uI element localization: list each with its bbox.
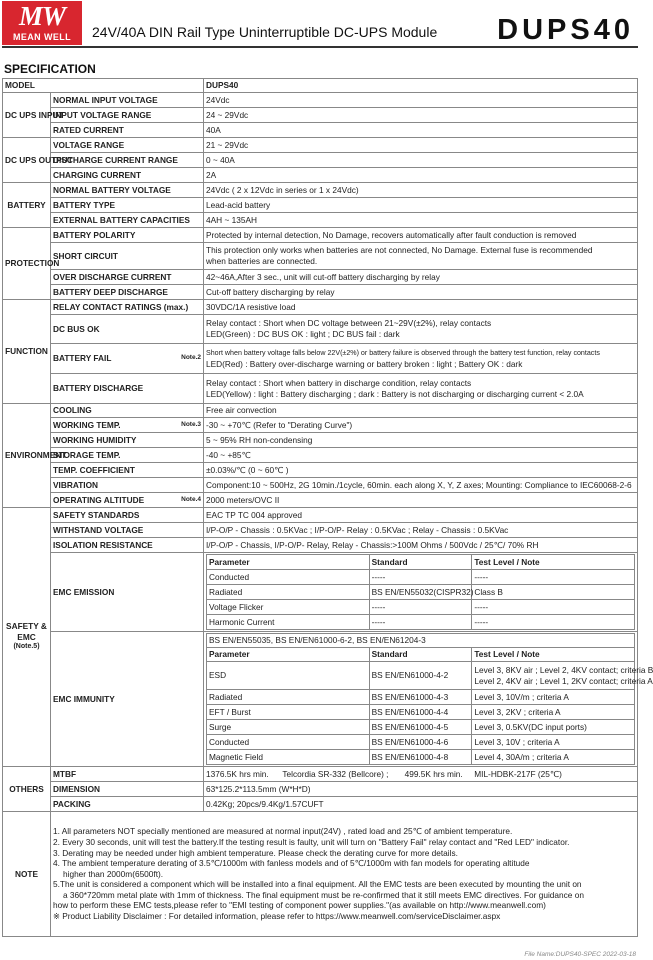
category-battery: BATTERY [3,183,51,228]
spec-table [2,78,653,937]
column-header: Parameter [207,648,370,662]
spec-label: PACKING [51,797,204,812]
table-cell: ----- [472,570,635,585]
spec-label: OVER DISCHARGE CURRENT [51,270,204,285]
spec-label-text: OPERATING ALTITUDE [53,494,145,505]
category-function: FUNCTION [3,300,51,404]
spec-value: 21 ~ 29Vdc [204,138,638,153]
model-value: DUPS40 [204,79,638,93]
table-row [3,243,638,270]
spec-label: BATTERY DISCHARGE [51,374,204,404]
spec-label: VOLTAGE RANGE [51,138,204,153]
table-row [3,168,638,183]
table-row [3,270,638,285]
table-row [207,600,635,615]
table-row [3,138,638,153]
meanwell-logo [2,1,82,45]
table-cell: BS EN/EN61000-4-5 [369,720,472,735]
table-row [3,797,638,812]
note-line: ※ Product Liability Disclaimer : For detailed information, please refer to https://www.meanwell.com/serviceDisclaimer.aspx [53,911,501,922]
spec-label: SAFETY STANDARDS [51,508,204,523]
note-line: a 360*720mm metal plate with 1mm of thickness. The final equipment must be re-confirmed that it still meets EMC directives. For guidance on [63,889,584,900]
table-cell [472,662,653,690]
cell-line: Level 2, 4KV air ; Level 1, 2KV contact; criteria A [474,675,653,686]
column-header: Test Level / Note [472,648,635,662]
table-row [3,538,638,553]
note-ref: Note.3 [181,420,201,428]
category-environment: ENVIRONMENT [3,404,51,508]
table-row [3,108,638,123]
table-row [3,153,638,168]
category-note: (Note.5) [13,643,40,651]
spec-label-text: BATTERY FAIL [53,353,112,364]
table-row [3,433,638,448]
table-cell: ----- [472,615,635,630]
table-cell: ----- [369,615,472,630]
header-divider [2,46,638,48]
table-cell: Voltage Flicker [207,600,370,615]
spec-value [204,344,638,374]
table-cell: Conducted [207,570,370,585]
spec-value [204,374,638,404]
category-others: OTHERS [3,767,51,812]
table-cell: Level 4, 30A/m ; criteria A [472,750,635,765]
cell-line: Level 3, 8KV air ; Level 2, 4KV contact; criteria B [474,664,653,675]
spec-value-line: This protection only works when batteries are not connected, No Damage. External fuse is recommended [206,245,593,256]
table-cell: ESD [207,662,370,690]
table-row [207,735,635,750]
table-cell: Level 3, 10V ; criteria A [472,735,635,750]
table-cell: ----- [369,570,472,585]
spec-value: 30VDC/1A resistive load [204,300,638,315]
note-line: how to perform these EMC tests,please refer to "EMI testing of component power supplies."(as available on http://www.meanwell.com) [53,900,546,911]
table-row [3,812,638,937]
table-row [3,418,638,433]
spec-value: 42~46A,After 3 sec., unit will cut-off battery discharging by relay [204,270,638,285]
spec-value: 63*125.2*113.5mm (W*H*D) [204,782,638,797]
table-row [207,750,635,765]
table-row [3,404,638,418]
table-row [3,493,638,508]
spec-label: DISCHARGE CURRENT RANGE [51,153,204,168]
table-row [207,570,635,585]
logo-mark: MW [18,1,65,31]
spec-label: VIBRATION [51,478,204,493]
table-row [207,690,635,705]
spec-value: 1376.5K hrs min. Telcordia SR-332 (Bellcore) ; 499.5K hrs min. MIL-HDBK-217F (25℃) [204,767,638,782]
spec-value: I/P-O/P - Chassis : 0.5KVac ; I/P-O/P- Relay : 0.5KVac ; Relay - Chassis : 0.5KVac [204,523,638,538]
notes-block [51,812,638,937]
spec-label: BATTERY DEEP DISCHARGE [51,285,204,300]
table-cell: ----- [472,600,635,615]
table-cell: Radiated [207,585,370,600]
spec-value: EAC TP TC 004 approved [204,508,638,523]
category-label: SAFETY & [6,621,47,632]
immunity-table [206,633,653,765]
spec-label: DC BUS OK [51,315,204,344]
category-note: NOTE [3,812,51,937]
spec-label: TEMP. COEFFICIENT [51,463,204,478]
spec-label [51,418,204,433]
spec-value: 0.42Kg; 20pcs/9.4Kg/1.57CUFT [204,797,638,812]
table-row [3,374,638,404]
spec-label: COOLING [51,404,204,418]
spec-value-line: when batteries are connected. [206,256,318,266]
spec-label: BATTERY TYPE [51,198,204,213]
note-line: 3. Derating may be needed under high ambient temperature. Please check the derating curve for more details. [53,847,458,858]
table-cell: BS EN/EN61000-4-6 [369,735,472,750]
table-cell: BS EN/EN61000-4-2 [369,662,472,690]
spec-label: NORMAL BATTERY VOLTAGE [51,183,204,198]
spec-label-text: WORKING TEMP. [53,419,121,430]
table-row [207,705,635,720]
category-label: EMC [17,631,36,642]
table-row [3,93,638,108]
table-cell: Level 3, 10V/m ; criteria A [472,690,635,705]
table-row [3,478,638,493]
spec-label: WITHSTAND VOLTAGE [51,523,204,538]
spec-label: EXTERNAL BATTERY CAPACITIES [51,213,204,228]
note-line: 5.The unit is considered a component which will be installed into a final equipment. All the EMC tests are been executed by mounting the unit on [53,879,582,890]
spec-value: 24 ~ 29Vdc [204,108,638,123]
spec-value: 40A [204,123,638,138]
table-row [3,448,638,463]
table-cell: BS EN/EN61000-4-4 [369,705,472,720]
category-protection: PROTECTION [3,228,51,300]
emission-table-cell [204,553,638,632]
table-row [3,198,638,213]
table-row [207,662,635,690]
spec-value: 0 ~ 40A [204,153,638,168]
category-safety-emc [3,508,51,767]
spec-label: INPUT VOLTAGE RANGE [51,108,204,123]
column-header: Parameter [207,555,370,570]
spec-value: Protected by internal detection, No Damage, recovers automatically after fault conduction is removed [204,228,638,243]
spec-value-line: Relay contact : Short when DC voltage between 21~29V(±2%), relay contacts [206,318,492,329]
table-cell: BS EN/EN61000-4-8 [369,750,472,765]
table-row [3,463,638,478]
table-row [207,615,635,630]
spec-value: 24Vdc [204,93,638,108]
table-cell: BS EN/EN61000-4-3 [369,690,472,705]
spec-label: DIMENSION [51,782,204,797]
spec-label: EMC IMMUNITY [51,632,204,767]
spec-value-line: LED(Green) : DC BUS OK : light ; DC BUS fail : dark [206,329,400,339]
spec-label: MTBF [51,767,204,782]
spec-value-line: Short when battery voltage falls below 22V(±2%) or battery failure is observed through the battery test function, relay contacts [206,348,600,357]
spec-value: -30 ~ +70℃ (Refer to "Derating Curve") [204,418,638,433]
note-line: 1. All parameters NOT specially mentioned are measured at normal input(24V) , rated load and 25℃ of ambient temperature. [53,826,513,837]
spec-label: ISOLATION RESISTANCE [51,538,204,553]
spec-value [204,315,638,344]
spec-label: SHORT CIRCUIT [51,243,204,270]
document-title: 24V/40A DIN Rail Type Uninterruptible DC-UPS Module [92,24,438,40]
spec-value: Lead-acid battery [204,198,638,213]
note-line: higher than 2000m(6500ft). [63,868,164,879]
section-title: SPECIFICATION [4,62,96,76]
spec-label: CHARGING CURRENT [51,168,204,183]
spec-label: RATED CURRENT [51,123,204,138]
spec-value: -40 ~ +85℃ [204,448,638,463]
table-row [3,315,638,344]
table-row [3,553,638,632]
table-cell: EFT / Burst [207,705,370,720]
table-row [3,782,638,797]
spec-label: EMC EMISSION [51,553,204,632]
table-row [3,344,638,374]
spec-value-line: LED(Yellow) : light : Battery discharging ; dark : Battery is not discharging or discharging current < 2.0A [206,388,584,399]
spec-value: 24Vdc ( 2 x 12Vdc in series or 1 x 24Vdc) [204,183,638,198]
spec-label [51,493,204,508]
table-row [3,767,638,782]
table-cell: Surge [207,720,370,735]
spec-value: Free air convection [204,404,638,418]
category-dc-input: DC UPS INPUT [3,93,51,138]
note-line: 4. The ambient temperature derating of 3.5℃/1000m with fanless models and of 5℃/1000m with fan models for operating altitude [53,858,530,869]
table-row [207,634,635,648]
column-header: Standard [369,555,472,570]
note-ref: Note.4 [181,495,201,503]
note-ref: Note.2 [181,354,201,362]
spec-value: Cut-off battery discharging by relay [204,285,638,300]
table-cell: ----- [369,600,472,615]
note-line: 2. Every 30 seconds, unit will test the battery.If the testing result is faulty, unit will turn on "Battery Fail" relay contact and "Red LED" indicator. [53,836,570,847]
spec-value: Component:10 ~ 500Hz, 2G 10min./1cycle, 60min. each along X, Y, Z axes; Mounting: Compliance to IEC60068-2-6 [204,478,638,493]
table-header-row [207,648,635,662]
column-header: Standard [369,648,472,662]
immunity-standards: BS EN/EN55035, BS EN/EN61000-6-2, BS EN/EN61204-3 [207,634,635,648]
emission-table [206,554,635,630]
model-row [3,79,638,93]
spec-label: BATTERY POLARITY [51,228,204,243]
table-cell: Magnetic Field [207,750,370,765]
spec-value: 5 ~ 95% RH non-condensing [204,433,638,448]
spec-value-line: Relay contact : Short when battery in discharge condition, relay contacts [206,377,472,388]
logo-subtitle: MEAN WELL [12,32,72,42]
immunity-table-cell [204,632,653,767]
table-row [207,720,635,735]
model-label: MODEL [3,79,204,93]
table-cell: Conducted [207,735,370,750]
table-row [3,300,638,315]
table-cell: BS EN/EN55032(CISPR32) [369,585,472,600]
file-footer: File Name:DUPS40-SPEC 2022-03-18 [524,951,636,958]
category-dc-output: DC UPS OUTPUT [3,138,51,183]
table-cell: Harmonic Current [207,615,370,630]
table-header-row [207,555,635,570]
spec-value [204,243,638,270]
spec-label [51,344,204,374]
model-heading: DUPS40 [497,14,634,46]
table-row [3,508,638,523]
spec-label: STORAGE TEMP. [51,448,204,463]
table-row [3,632,638,767]
spec-value: ±0.03%/℃ (0 ~ 60℃ ) [204,463,638,478]
table-row [3,213,638,228]
table-row [3,523,638,538]
column-header: Test Level / Note [472,555,635,570]
spec-value: 4AH ~ 135AH [204,213,638,228]
table-cell: Radiated [207,690,370,705]
table-cell: Class B [472,585,635,600]
spec-value: 2000 meters/OVC II [204,493,638,508]
table-cell: Level 3, 2KV ; criteria A [472,705,635,720]
spec-label: WORKING HUMIDITY [51,433,204,448]
table-row [3,123,638,138]
spec-value: I/P-O/P - Chassis, I/P-O/P- Relay, Relay - Chassis:>100M Ohms / 500Vdc / 25℃/ 70% RH [204,538,638,553]
table-row [3,183,638,198]
spec-label: NORMAL INPUT VOLTAGE [51,93,204,108]
spec-label: RELAY CONTACT RATINGS (max.) [51,300,204,315]
spec-value-line: LED(Red) : Battery over-discharge warning or battery broken : light ; Battery OK : dark [206,358,523,369]
spec-value: 2A [204,168,638,183]
table-row [207,585,635,600]
table-row [3,285,638,300]
table-cell: Level 3, 0.5KV(DC input ports) [472,720,635,735]
table-row [3,228,638,243]
